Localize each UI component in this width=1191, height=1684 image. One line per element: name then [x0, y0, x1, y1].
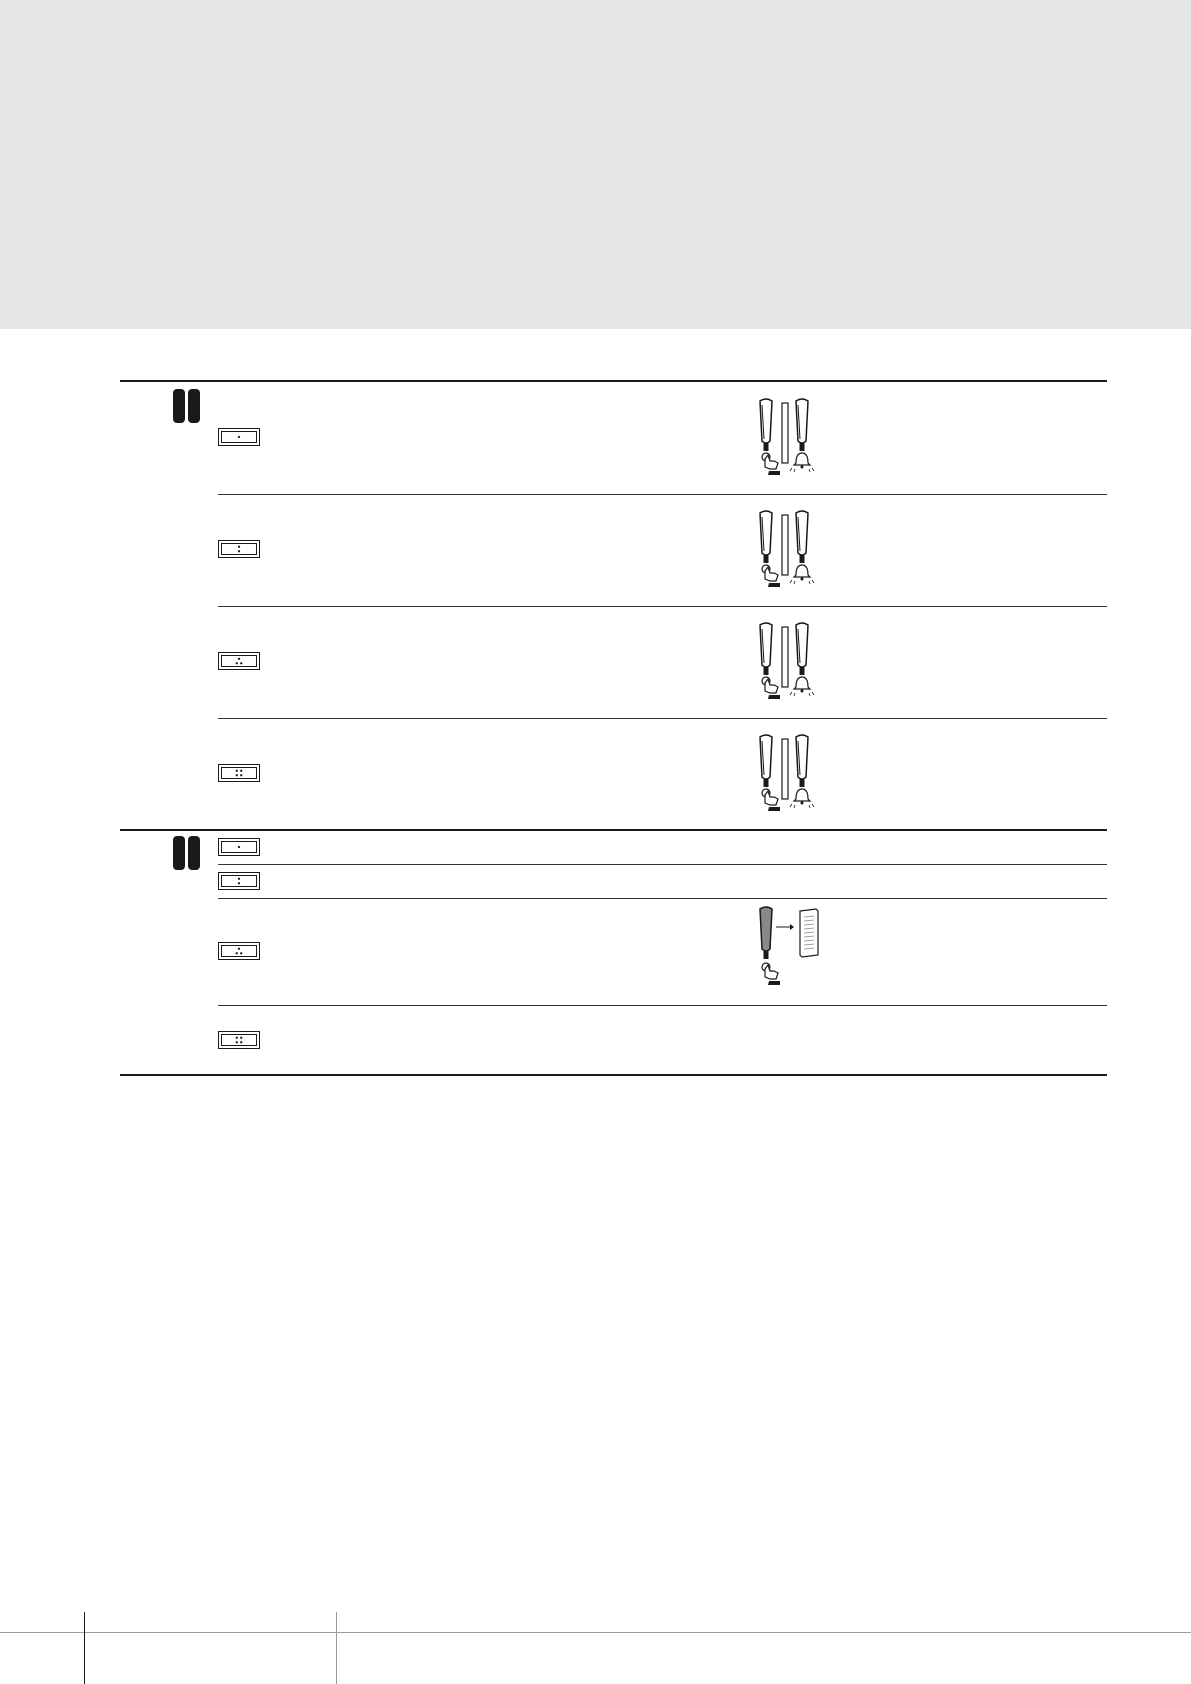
row-divider: [218, 494, 1107, 495]
row-divider: [218, 864, 1107, 865]
intercom-call-with-bell-icon: [756, 621, 818, 708]
key-button-3-dots: [218, 942, 260, 960]
footer-divider-mid: [336, 1612, 337, 1684]
key-button-1-dot: [218, 838, 260, 856]
handset-pair-icon: [172, 835, 200, 875]
key-button-2-dots: [218, 540, 260, 558]
row-divider: [218, 606, 1107, 607]
section-divider-rule: [120, 829, 1107, 831]
key-button-4-dots: [218, 764, 260, 782]
handset-to-door-panel-icon: [756, 905, 832, 1006]
key-button-4-dots: [218, 1031, 260, 1049]
header-band: [0, 0, 1191, 329]
key-button-1-dot: [218, 428, 260, 446]
row-divider: [218, 1005, 1107, 1006]
table-top-rule: [120, 380, 1107, 382]
handset-pair-icon: [172, 388, 200, 428]
intercom-call-with-bell-icon: [756, 733, 818, 820]
intercom-call-with-bell-icon: [756, 397, 818, 484]
key-button-3-dots: [218, 652, 260, 670]
row-divider: [218, 898, 1107, 899]
intercom-call-with-bell-icon: [756, 509, 818, 596]
row-divider: [218, 718, 1107, 719]
footer-rule: [0, 1632, 1191, 1633]
table-bottom-rule: [120, 1074, 1107, 1076]
footer-divider-left: [84, 1612, 85, 1684]
key-button-2-dots: [218, 872, 260, 890]
